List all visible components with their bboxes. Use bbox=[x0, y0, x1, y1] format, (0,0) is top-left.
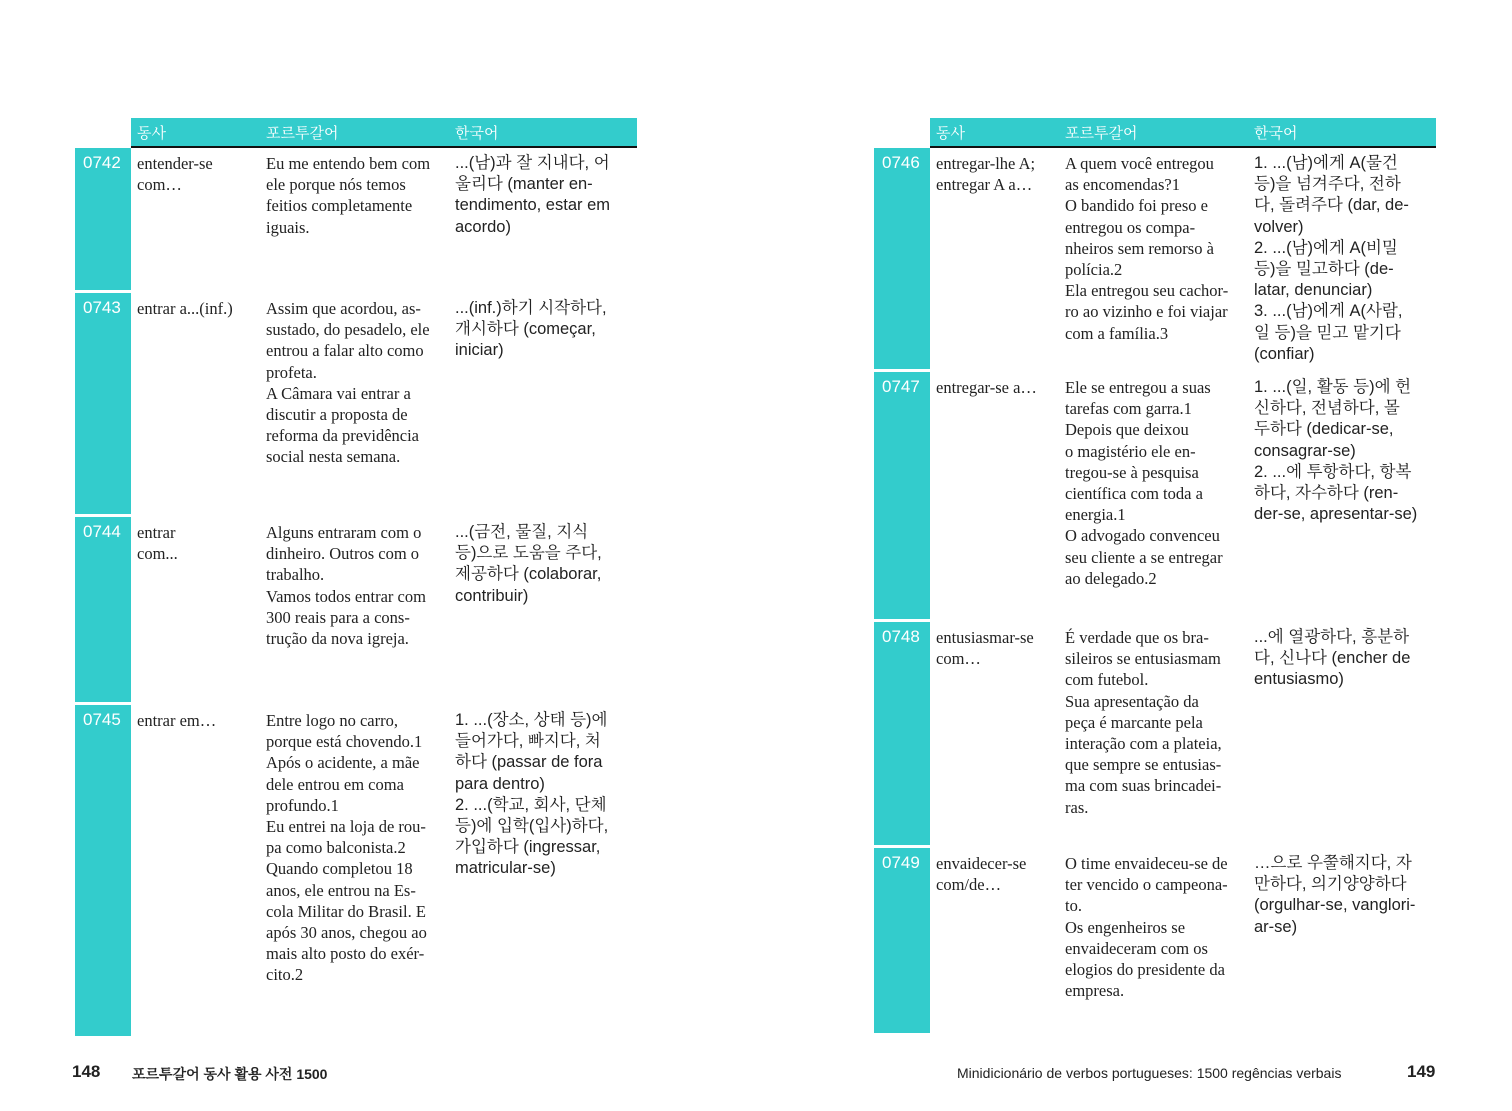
entry-korean: ...(금전, 물질, 지식 등)으로 도움을 주다, 제공하다 (colaborar, contribuir) bbox=[455, 523, 602, 605]
entry-example: Assim que acordou, as- sustado, do pesadelo, ele entrou a falar alto como profeta. A Câmara vai entrar a discutir a proposta de reforma da previdência social nesta semana. bbox=[266, 299, 430, 467]
entry-row bbox=[874, 148, 1436, 372]
entry-number: 0747 bbox=[874, 372, 930, 619]
entry-row bbox=[75, 517, 637, 705]
entry-korean: ...에 열광하다, 흥분하 다, 신나다 (encher de entusiasmo) bbox=[1254, 628, 1411, 689]
header-verb: 동사 bbox=[936, 124, 965, 142]
left-running-title: 포르투갈어 동사 활용 사전 1500 bbox=[132, 1066, 328, 1082]
entry-row bbox=[874, 372, 1436, 622]
entry-number: 0749 bbox=[874, 848, 930, 1033]
entry-korean: 1. ...(남)에게 A(물건 등)을 넘겨주다, 전하 다, 돌려주다 (dar, de- volver) 2. ...(남)에게 A(비밀 등)을 밀고하다 (de- latar, denunciar) 3. ...(남)에게 A(사람, 일 등)을 믿고 맡기다 (confiar) bbox=[1254, 154, 1409, 363]
entry-row bbox=[75, 705, 637, 1036]
entry-verb: entusiasmar-se com… bbox=[936, 628, 1034, 669]
left-page-number: 148 bbox=[72, 1062, 101, 1081]
right-page-number: 149 bbox=[1407, 1062, 1436, 1081]
entry-korean: ...(inf.)하기 시작하다, 개시하다 (começar, iniciar) bbox=[455, 299, 607, 360]
entry-verb: entender-se com… bbox=[137, 154, 213, 195]
entry-example: É verdade que os bra- sileiros se entusiasmam com futebol. Sua apresentação da peça é marcante pela interação com a plateia, que sempre se entusias- ma com suas brincadei- ras. bbox=[1065, 628, 1222, 817]
entry-example: Entre logo no carro, porque está chovendo.1 Após o acidente, a mãe dele entrou em coma profundo.1 Eu entrei na loja de rou- pa como balconista.2 Quando completou 18 anos, ele entrou na Es- cola Militar do Brasil. E após 30 anos, chegou ao mais alto posto do exér- cito.2 bbox=[266, 711, 427, 985]
entry-example: Alguns entraram com o dinheiro. Outros com o trabalho. Vamos todos entrar com 300 reais para a cons- trução da nova igreja. bbox=[266, 523, 426, 649]
left-table bbox=[75, 118, 637, 1033]
entry-korean: …으로 우쭐해지다, 자 만하다, 의기양양하다 (orgulhar-se, vanglori- ar-se) bbox=[1254, 854, 1416, 936]
header-korean: 한국어 bbox=[455, 124, 499, 142]
entry-row bbox=[75, 293, 637, 517]
entry-korean: 1. ...(일, 활동 등)에 헌 신하다, 전념하다, 몰 두하다 (dedicar-se, consagrar-se) 2. ...에 투항하다, 항복 하다, 자수하다 (ren- der-se, apresentar-se) bbox=[1254, 378, 1418, 524]
header-portuguese: 포르투갈어 bbox=[1065, 124, 1138, 142]
entry-number: 0745 bbox=[75, 705, 131, 1036]
entry-row bbox=[75, 148, 637, 293]
entry-example: Ele se entregou a suas tarefas com garra.1 Depois que deixou o magistério ele en- tregou-se à pesquisa científica com toda a energia.1 O advogado convenceu seu cliente a se entregar ao delegado.2 bbox=[1065, 378, 1223, 588]
entry-number: 0748 bbox=[874, 622, 930, 845]
entry-verb: entregar-lhe A; entregar A a… bbox=[936, 154, 1036, 195]
entry-number: 0746 bbox=[874, 148, 930, 369]
header-verb: 동사 bbox=[137, 124, 166, 142]
entry-verb: entrar com... bbox=[137, 523, 178, 564]
header-korean: 한국어 bbox=[1254, 124, 1298, 142]
entry-verb: envaidecer-se com/de… bbox=[936, 854, 1027, 895]
entry-example: A quem você entregou as encomendas?1 O bandido foi preso e entregou os compa- nheiros sem remorso à polícia.2 Ela entregou seu cachor- ro ao vizinho e foi viajar com a família.3 bbox=[1065, 154, 1229, 343]
entry-verb: entregar-se a… bbox=[936, 378, 1037, 397]
table-header bbox=[930, 118, 1436, 148]
entry-number: 0743 bbox=[75, 293, 131, 514]
entry-verb: entrar em… bbox=[137, 711, 217, 730]
entry-row bbox=[874, 848, 1436, 1033]
entry-korean: 1. ...(장소, 상태 등)에 들어가다, 빠지다, 처 하다 (passar de fora para dentro) 2. ...(학교, 회사, 단체 등)에 입학(입사)하다, 가입하다 (ingressar, matricular-se) bbox=[455, 711, 609, 878]
header-portuguese: 포르투갈어 bbox=[266, 124, 339, 142]
entry-number: 0744 bbox=[75, 517, 131, 702]
entry-row bbox=[874, 622, 1436, 848]
entry-example: Eu me entendo bem com ele porque nós temos feitios completamente iguais. bbox=[266, 154, 431, 237]
entry-verb: entrar a...(inf.) bbox=[137, 299, 233, 318]
entry-korean: ...(남)과 잘 지내다, 어 울리다 (manter en- tendimento, estar em acordo) bbox=[455, 154, 610, 236]
right-running-title: Minidicionário de verbos portugueses: 1500 regências verbais bbox=[957, 1065, 1342, 1081]
entry-number: 0742 bbox=[75, 148, 131, 290]
entry-example: O time envaideceu-se de ter vencido o campeona- to. Os engenheiros se envaideceram com os elogios do presidente da empresa. bbox=[1065, 854, 1228, 1001]
table-header bbox=[131, 118, 637, 148]
right-table bbox=[874, 118, 1436, 1033]
